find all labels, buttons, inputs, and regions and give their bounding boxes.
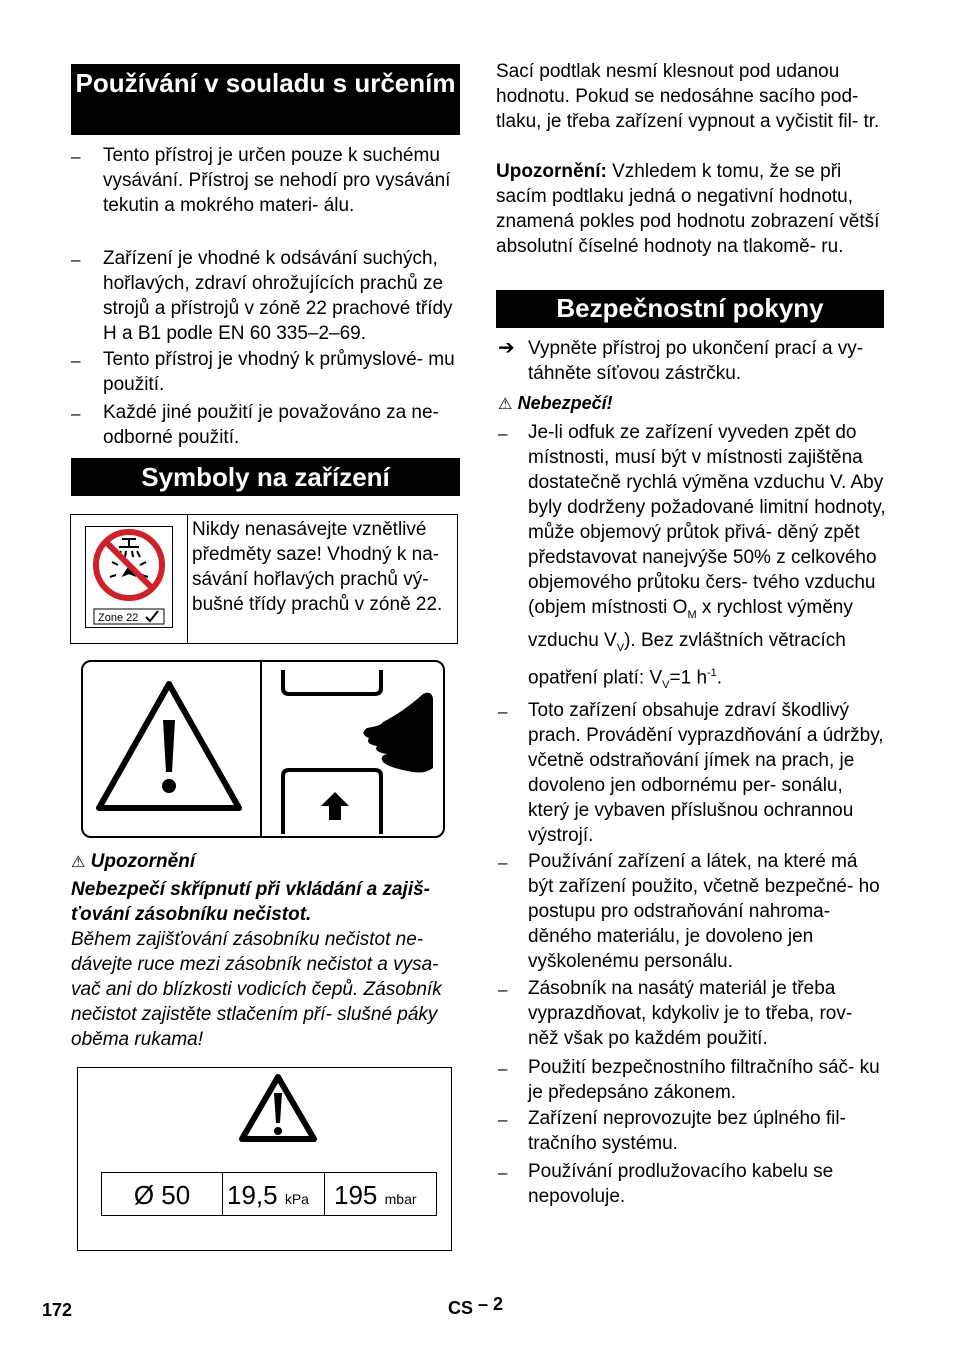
arrow-instruction: Vypněte přístroj po ukončení prací a vy- táhněte síťovou zástrčku. [528,338,864,384]
note-paragraph [496,159,888,259]
item1-sub-v: V [616,641,625,654]
item1-sub-v2: V [662,678,670,691]
heading-text: Používání v souladu s určením [75,68,456,98]
zone-label: Zone 22 [98,612,139,624]
pinch-hazard-pictogram [81,660,445,838]
mbar-unit: mbar [384,1191,417,1207]
kpa-cell [223,1173,325,1215]
warning-label: Upozornění [90,851,196,872]
section-heading-safety [496,290,884,328]
list-item: Používání zařízení a látek, na které má být zařízení použito, včetně bezpečné- ho postupu pro odstraňování nahroma- děného materiálu, je dovoleno jen vyškolenému personálu. [528,851,880,972]
warning-label-row [71,849,195,875]
list-item: Tento přístroj je určen pouze k suchému vysávání. Přístroj se nehodí pro vysávání tekutin a mokrého materi- álu. [103,145,451,216]
list-item: Zásobník na nasátý materiál je třeba vyprazdňovat, kdykoliv je to třeba, rov- něž však po každém použití. [528,978,853,1049]
arrow-icon: ➔ [498,337,515,359]
list-item [528,420,888,698]
intro-paragraph: Sací podtlak nesmí klesnout pod udanou hodnotu. Pokud se nedosáhne sacího pod- tlaku, je třeba zařízení vypnout a vyčistit fil- tr. [496,61,880,132]
item1-text-e: . [716,666,723,688]
dash: – [498,1163,508,1182]
vacuum-label [77,1067,452,1251]
note-text: Vzhledem k tomu, že se při sacím podtlaku jedná o negativní hodnotu, znamená pokles pod hodnotu zobrazení větší absolutní číselné hodnoty na tlakomě- ru. [496,161,880,257]
section-heading-symbols [71,458,460,496]
item1-text-b: x rychlost výměny vzduchu V [528,597,853,651]
symbol-description: Nikdy nenasávejte vznětlivé předměty saze! Vhodný k na- sávání hořlavých prachů vý- bušné třídy prachů v zóně 22. [192,519,443,615]
list-item: Použití bezpečnostního filtračního sáč- ku je předepsáno zákonem. [528,1057,880,1103]
section-heading-usage [71,64,460,135]
exclamation-triangle-icon [238,1071,318,1145]
dash: – [498,424,508,443]
danger-label: Nebezpečí! [517,393,613,413]
diameter-value: Ø 50 [133,1180,191,1210]
list-item: Zařízení je vhodné k odsávání suchých, hořlavých, zdraví ohrožujících prachů ze strojů a přístrojů v zóně 22 prachové třídy H a B1 podle EN 60 335–2–69. [103,248,453,344]
page-number: 172 [42,1300,73,1320]
item1-text-d: =1 h [669,666,708,688]
gauge-table [101,1172,437,1216]
note-label: Upozornění: [496,161,607,182]
dash: – [498,1110,508,1129]
kpa-value: 19,5 [227,1180,278,1210]
dash: – [71,147,81,166]
dash: – [71,250,81,269]
table-divider [187,515,188,643]
item1-sup: -1 [707,666,717,679]
dash: – [498,853,508,872]
sub-page-number: – 2 [478,1294,504,1314]
pinch-warning-icon [83,662,443,836]
diameter-cell [102,1173,223,1215]
symbol-table [70,514,458,644]
warning-triangle-icon: ⚠ [71,854,86,871]
dash: – [498,702,508,721]
mbar-value: 195 [334,1180,378,1210]
page-footer-lang [448,1294,504,1319]
dash: – [71,404,81,423]
item1-text-a: Je-li odfuk ze zařízení vyveden zpět do místnosti, musí být v místnosti zajištěna dostatečně rychlá výměna vzduchu V. Aby byly dodrženy požadované limitní hodnoty, může objemový průtok přivá- děný zpět představovat nanejvýše 50% z celkového objemového průtoku čers- tvého vzduchu (objem místnosti O [528,422,886,618]
no-soot-symbol [85,526,173,628]
list-item: Zařízení neprovozujte bez úplného fil- tračního systému. [528,1108,846,1154]
list-item: Toto zařízení obsahuje zdraví škodlivý prach. Provádění vyprazdňování a údržby, včetně odstraňování jímek na prach, je dovoleno jen odbornému per- sonálu, který je vybaven příslušnou ochrannou výstrojí. [528,700,884,846]
warning-triangle-icon: ⚠ [498,396,513,413]
list-item: Každé jiné použití je považováno za ne- odborné použití. [103,402,439,448]
dash: – [498,980,508,999]
warning-text: Během zajišťování zásobníku nečistot ne- dávejte ruce mezi zásobník nečistot a vysa- vač ani do blízkosti vodicích čepů. Zásobník nečistot zajistěte stlačením pří- slušné páky oběma rukama! [71,929,442,1050]
item1-sub-m: M [687,608,697,621]
list-item: Používání prodlužovacího kabelu se nepovoluje. [528,1161,834,1207]
heading-text: Symboly na zařízení [141,462,390,492]
item1-text-c: ). Bez zvláštních větracích opatření platí: V [528,629,846,688]
kpa-unit: kPa [284,1191,309,1207]
dash: – [498,1059,508,1078]
dash: – [71,351,81,370]
mbar-cell [326,1173,436,1215]
danger-label-row [498,391,613,417]
language-code: CS [448,1298,474,1318]
list-item: Tento přístroj je vhodný k průmyslové- mu použití. [103,349,455,395]
heading-text: Bezpečnostní pokyny [556,293,824,323]
no-flammable-icon [86,527,172,627]
warning-bold-text: Nebezpečí skřípnutí při vkládání a zajiš- ťování zásobníku nečistot. [71,879,431,925]
